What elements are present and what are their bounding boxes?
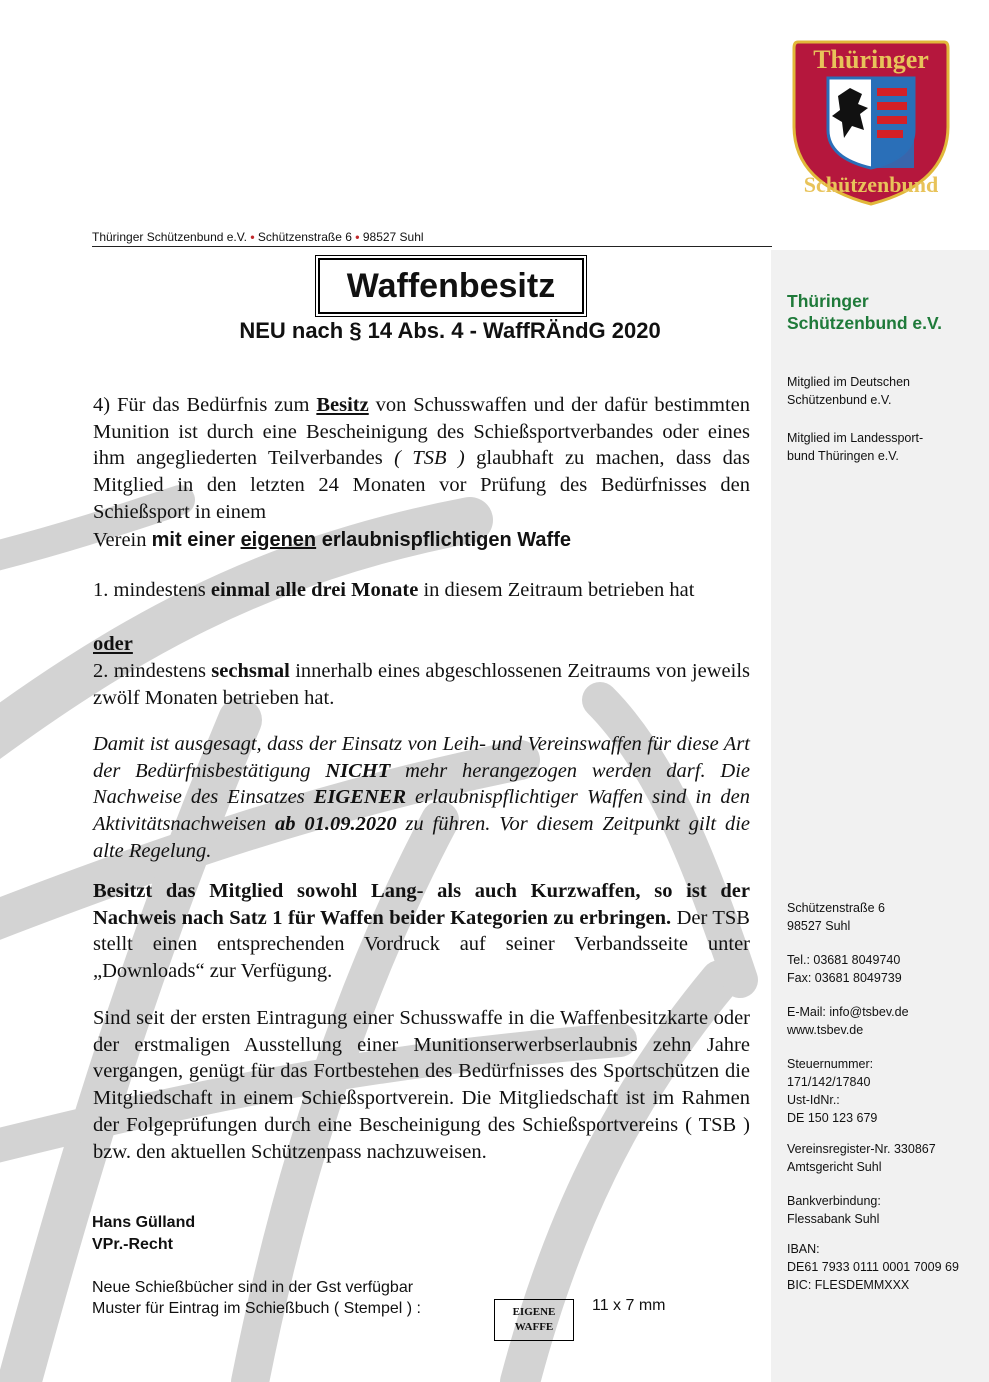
iban-value: DE61 7933 0111 0001 7009 69 — [787, 1260, 959, 1274]
italic-eigener: EIGENER — [313, 786, 407, 809]
vat-label: Ust-IdNr.: — [787, 1093, 840, 1107]
italic-b: mehr herangezogen werden darf. Die Nachweise des Einsatzes — [93, 759, 750, 809]
sidebar-register — [787, 1140, 936, 1176]
vat-value: DE 150 123 679 — [787, 1111, 878, 1125]
italic-d: zu führen. Vor diesem Zeitpunkt gilt die alte Regelung. — [93, 813, 751, 862]
paragraph-1-last-line — [93, 527, 750, 554]
address-city: 98527 Suhl — [362, 230, 424, 244]
p1-besitz: Besitz — [316, 394, 369, 416]
paragraph-1 — [93, 392, 750, 553]
member2-line2: bund Thüringen e.V. — [787, 449, 899, 463]
p3-rest: Der TSB stellt einen entsprechenden Vordruck auf seiner Verbandsseite unter „Downloads“ zur Verfügung. — [93, 906, 750, 983]
bullet: • — [250, 230, 255, 244]
stamp-size: 11 x 7 mm — [592, 1297, 666, 1314]
p1-verein: Verein — [93, 528, 152, 551]
tsb-logo — [788, 34, 954, 208]
item1-c: in diesem Zeitraum betrieben hat — [418, 579, 695, 601]
item2-b: sechsmal — [211, 660, 290, 682]
logo-text-bottom: Schützenbund — [803, 172, 939, 197]
paragraph-1-main — [93, 392, 750, 526]
italic-nicht: NICHT — [325, 759, 391, 782]
stamp-sample — [494, 1299, 574, 1341]
sender-address-line — [92, 230, 772, 247]
stamp-line-2: WAFFE — [514, 1321, 554, 1333]
bank-label: Bankverbindung: — [787, 1194, 881, 1208]
p1-mit: mit einer — [151, 528, 241, 551]
paragraph-3 — [93, 878, 750, 985]
sidebar-bank — [787, 1192, 881, 1228]
footer-line-2: Muster für Eintrag im Schießbuch ( Stempel ) : — [92, 1300, 421, 1317]
p1-text-a: 4) Für das Bedürfnis zum — [93, 394, 317, 416]
bullet: • — [355, 230, 360, 244]
sidebar-tel: Tel.: 03681 8049740 — [787, 953, 901, 967]
p3-bold: Besitzt das Mitglied sowohl Lang- als auch Kurzwaffen, so ist der Nachweis nach Satz 1 für Waffen beider Kategorien zu erbringen. — [93, 880, 750, 929]
member1-line2: Schützenbund e.V. — [787, 393, 892, 407]
italic-a: Damit ist ausgesagt, dass der Einsatz von Leih- und Vereinswaffen für diese Art der Bedürfnisbestätigung — [93, 733, 750, 782]
bank-name: Flessabank Suhl — [787, 1212, 880, 1226]
p1-text-b: von Schusswaffen und der dafür bestimmten Munition ist durch eine Bescheinigung des Schießsportverbandes oder eines ihm angegliederten Teilverbandes — [93, 394, 750, 470]
sidebar-address — [787, 899, 885, 935]
register-court: Amtsgericht Suhl — [787, 1160, 882, 1174]
org-line-2: Schützenbund e.V. — [787, 313, 942, 333]
org-line-1: Thüringer — [787, 291, 869, 311]
sidebar-contact — [787, 1003, 909, 1039]
item1-a: 1. mindestens — [93, 579, 211, 601]
stamp-line-1: EIGENE — [512, 1306, 556, 1318]
subtitle: NEU nach § 14 Abs. 4 - WaffRÄndG 2020 — [239, 318, 661, 343]
title-text: Waffenbesitz — [346, 266, 556, 305]
address-org: Thüringer Schützenbund e.V. — [92, 230, 247, 244]
italic-paragraph — [93, 731, 750, 865]
p1-eigenen: eigenen — [240, 528, 317, 551]
sidebar-org-name — [787, 290, 942, 334]
signature — [92, 1212, 195, 1256]
member2-line1: Mitglied im Landessport- — [787, 431, 924, 445]
italic-c: erlaubnispflichtiger Waffen sind in den Aktivitätsnachweisen — [93, 786, 750, 836]
iban-label: IBAN: — [787, 1242, 820, 1256]
sidebar-tax — [787, 1055, 877, 1127]
sidebar-iban — [787, 1240, 959, 1294]
bic: BIC: FLESDEMMXXX — [787, 1278, 910, 1292]
footer-note — [92, 1277, 421, 1319]
signature-name: Hans Gülland — [92, 1214, 196, 1231]
list-item-2 — [93, 658, 750, 711]
logo-text-top: Thüringer — [813, 45, 929, 74]
sidebar-city: 98527 Suhl — [787, 919, 851, 933]
item1-b: einmal alle drei Monate — [210, 579, 419, 601]
sidebar-street: Schützenstraße 6 — [787, 901, 885, 915]
tax-label: Steuernummer: — [787, 1057, 874, 1071]
address-street: Schützenstraße 6 — [257, 230, 352, 244]
footer-line-1: Neue Schießbücher sind in der Gst verfügbar — [92, 1279, 414, 1296]
list-item-1 — [93, 577, 750, 604]
register-number: Vereinsregister-Nr. 330867 — [787, 1142, 936, 1156]
item2-c: innerhalb eines abgeschlossenen Zeitraums von jeweils zwölf Monaten betrieben hat. — [93, 660, 750, 709]
p1-waffe: erlaubnispflichtigen Waffe — [316, 528, 571, 551]
member1-line1: Mitglied im Deutschen — [787, 375, 910, 389]
sidebar-fax: Fax: 03681 8049739 — [787, 971, 902, 985]
item2-a: 2. mindestens — [93, 660, 212, 682]
page-title — [318, 258, 584, 314]
signature-role: VPr.-Recht — [92, 1236, 173, 1253]
paragraph-4: Sind seit der ersten Eintragung einer Schusswaffe in die Waffenbesitzkarte oder der erstmaligen Ausstellung einer Munitionserwerbserlaubnis zehn Jahre vergangen, genügt für das Fortbestehen des Bedürfnisses des Sportschützen die Mitgliedschaft in einem Schießsportverein. Die Mitgliedschaft ist im Rahmen der Folgeprüfungen durch eine Bescheinigung des Schießsportvereins ( TSB ) bzw. den aktuellen Schützenpass nachzuweisen. — [93, 1007, 750, 1163]
sidebar-web: www.tsbev.de — [787, 1023, 864, 1037]
tax-value: 171/142/17840 — [787, 1075, 871, 1089]
sidebar-membership-1 — [787, 373, 910, 409]
p1-tsb: ( TSB ) — [394, 447, 465, 470]
sidebar-membership-2 — [787, 429, 923, 465]
italic-ab: ab 01.09.2020 — [274, 813, 397, 836]
list-oder: oder — [93, 633, 133, 655]
sidebar-email: E-Mail: info@tsbev.de — [787, 1005, 909, 1019]
sidebar-phone — [787, 951, 902, 987]
p1-text-c: glaubhaft zu machen, dass das Mitglied in den letzten 24 Monaten vor Prüfung des Bedürfnisses den Schießsport in einem — [93, 447, 750, 523]
